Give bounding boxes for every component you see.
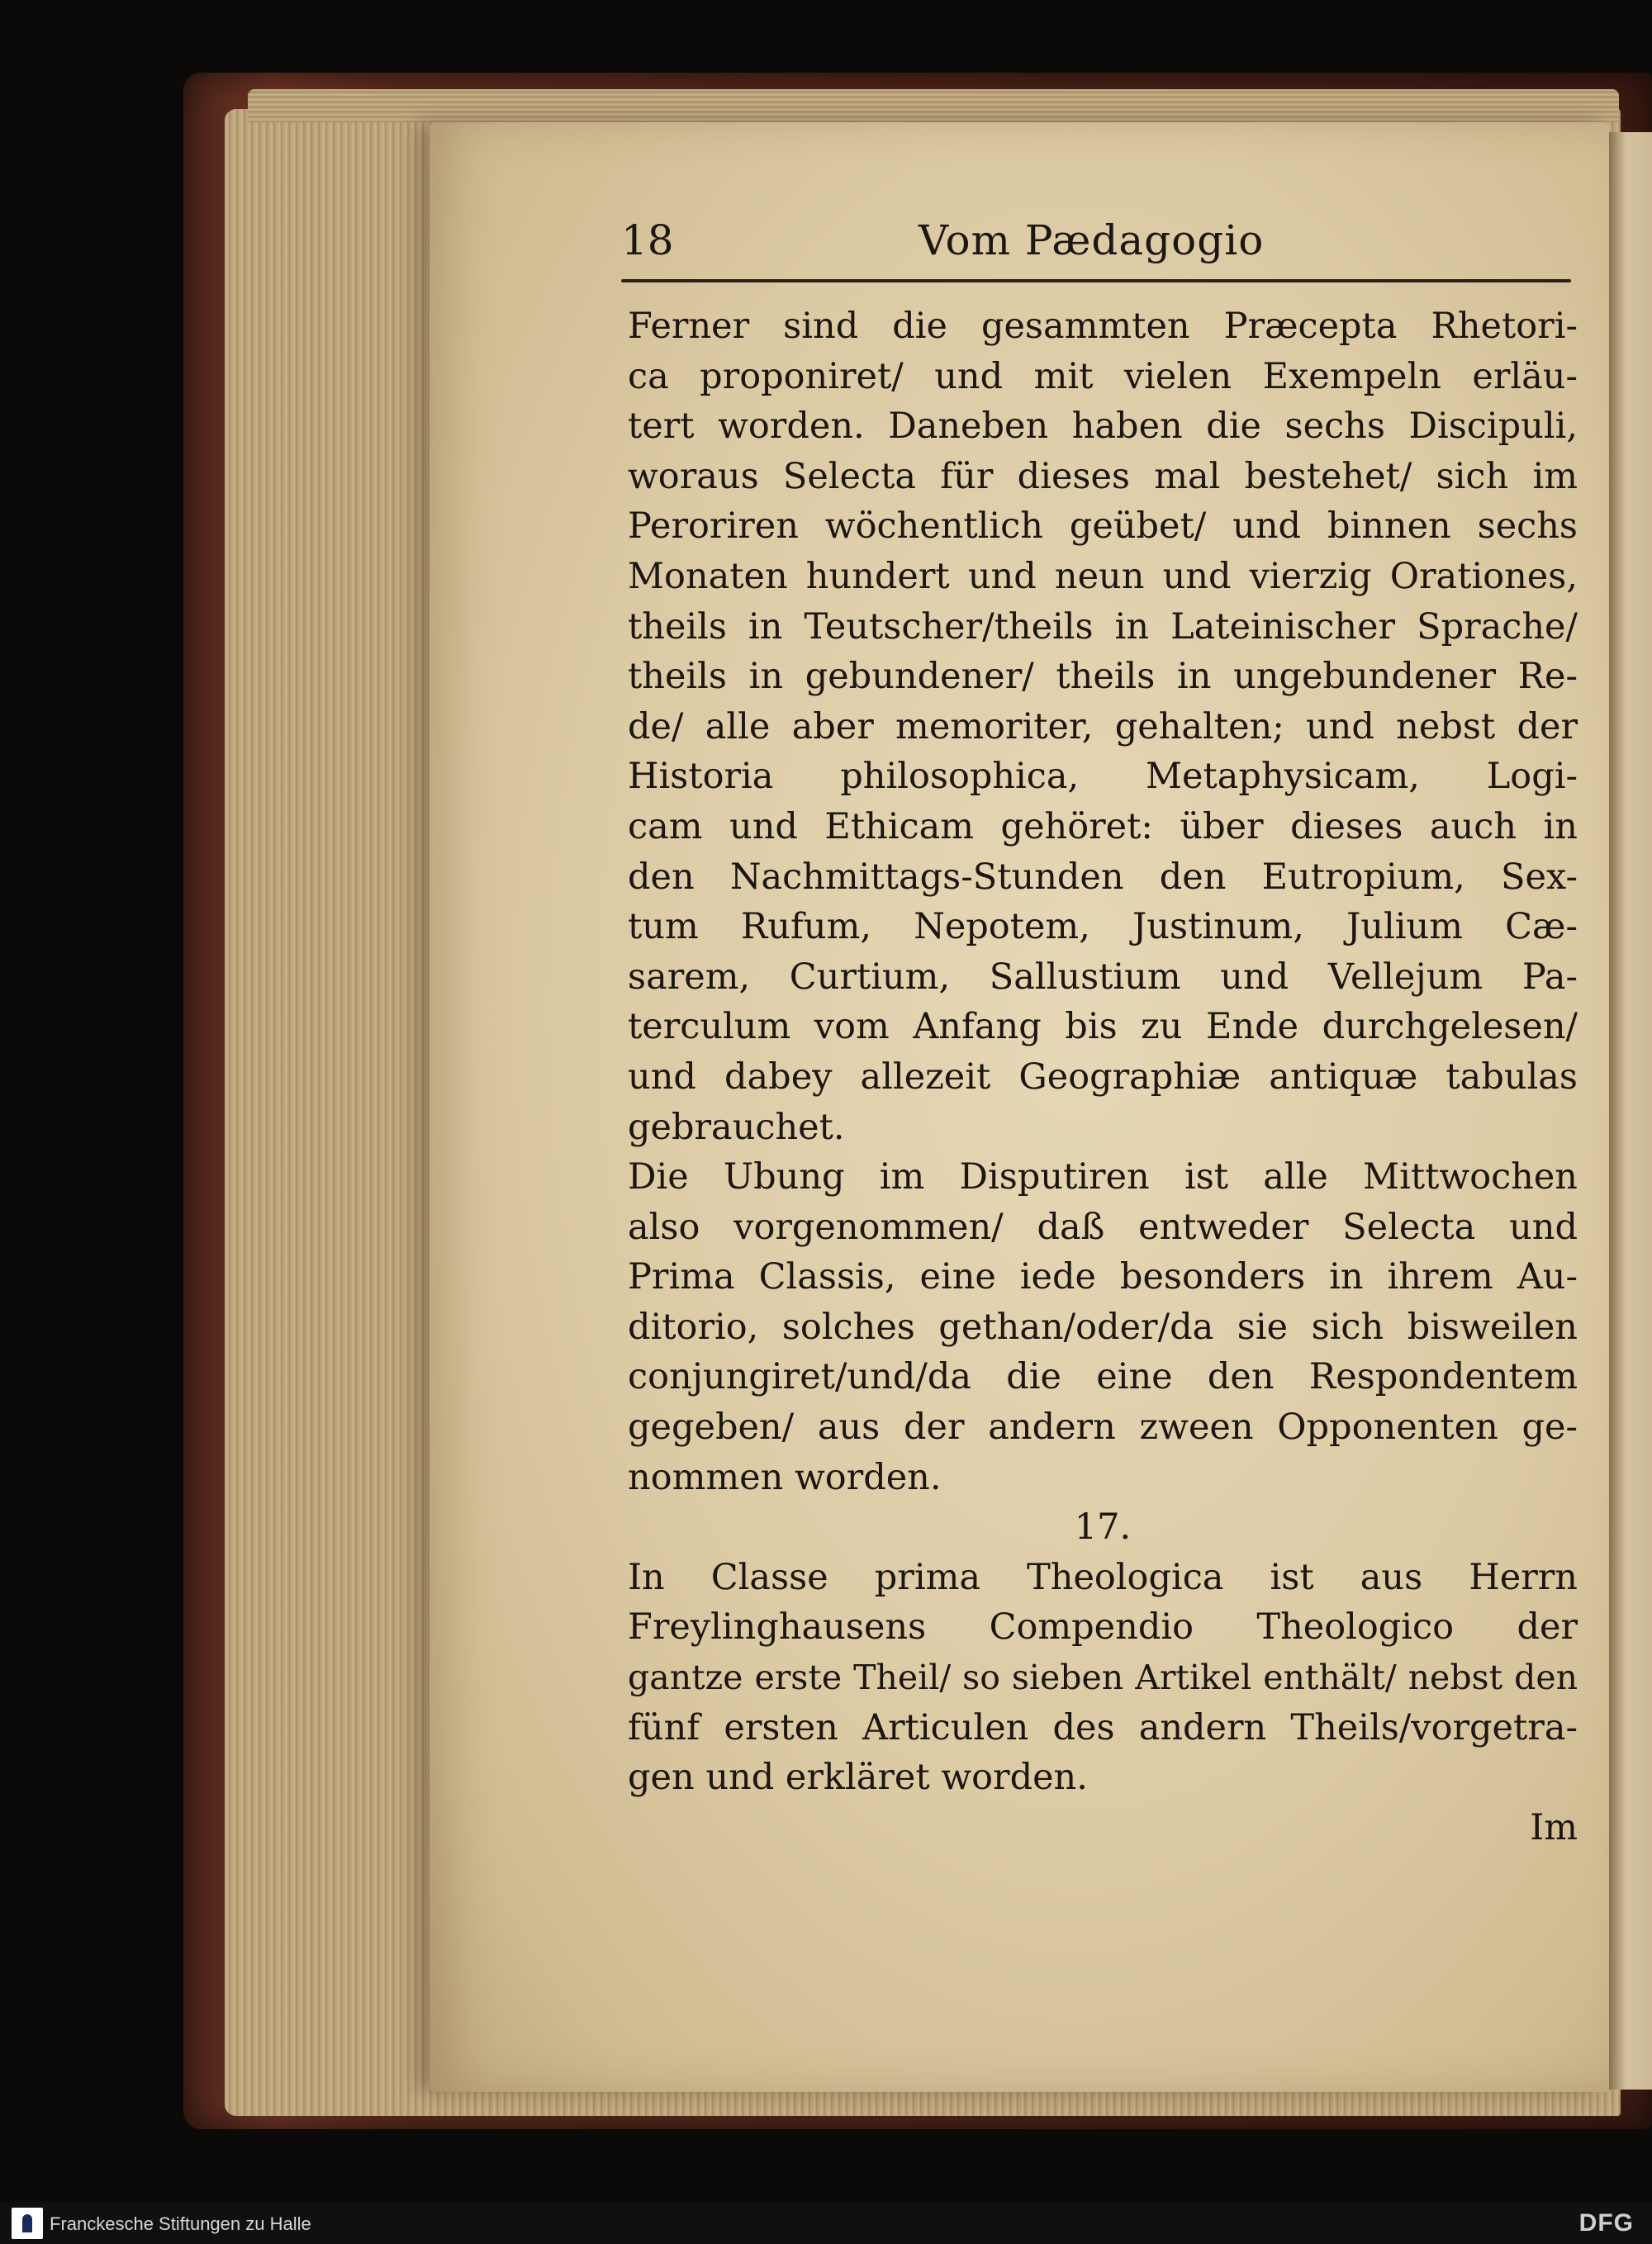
page-stack-top <box>248 89 1619 122</box>
text-line: terculum vom Anfang bis zu Ende durchgelesen/ <box>628 1006 1578 1048</box>
text-line: nommen worden. <box>628 1456 942 1498</box>
text-line: und dabey allezeit Geographiæ antiquæ tabulas <box>628 1056 1578 1098</box>
text-line: Freylinghausens Compendio Theologico der <box>628 1606 1578 1649</box>
text-line: In Classe prima Theologica ist aus Herrn <box>628 1556 1578 1598</box>
text-line: gen und erkläret worden. <box>628 1757 1088 1799</box>
text-line: Ferner sind die gesammten Præcepta Rhetori- <box>628 306 1578 347</box>
text-line: ca proponiret/ und mit vielen Exempeln erläu- <box>628 355 1578 397</box>
text-line: theils in gebundener/ theils in ungebundener Re- <box>628 656 1578 698</box>
catchword: Im <box>1530 1806 1578 1848</box>
header-rule <box>621 279 1571 282</box>
page-body <box>628 301 1578 1853</box>
text-line: gantze erste Theil/ so sieben Artikel enthält/ nebst den <box>628 1658 1578 1698</box>
footer-bar <box>0 2203 1652 2244</box>
text-line: gegeben/ aus der andern zween Opponenten ge- <box>628 1407 1578 1449</box>
institution-logo-icon <box>12 2208 43 2239</box>
text-line: gebrauchet. <box>628 1106 845 1148</box>
facing-page-edge <box>1609 132 1652 2090</box>
text-line: Monaten hundert und neun und vierzig Orationes, <box>628 555 1578 597</box>
funder-logo: DFG <box>1578 2209 1634 2237</box>
text-line: cam und Ethicam gehöret: über dieses auch in <box>628 805 1578 847</box>
text-line: den Nachmittags-Stunden den Eutropium, Sex- <box>628 856 1578 898</box>
text-line: Peroriren wöchentlich geübet/ und binnen sechs <box>628 505 1578 548</box>
running-head: Vom Pædagogio <box>919 216 1265 264</box>
text-line: ditorio, solches gethan/oder/da sie sich bisweilen <box>628 1306 1578 1348</box>
text-line: Prima Classis, eine iede besonders in ihrem Au- <box>628 1256 1578 1298</box>
text-line: de/ alle aber memoriter, gehalten; und nebst der <box>628 705 1578 747</box>
text-line: tum Rufum, Nepotem, Justinum, Julium Cæ- <box>628 906 1578 948</box>
text-line: also vorgenommen/ daß entweder Selecta und <box>628 1206 1578 1248</box>
text-line: woraus Selecta für dieses mal bestehet/ sich im <box>628 455 1578 497</box>
text-line: tert worden. Daneben haben die sechs Discipuli, <box>628 406 1578 448</box>
text-line: Historia philosophica, Metaphysicam, Logi- <box>628 756 1578 798</box>
page-header <box>621 216 1573 282</box>
text-line: fünf ersten Articulen des andern Theils/vorgetra- <box>628 1706 1578 1748</box>
text-line: Die Ubung im Disputiren ist alle Mittwochen <box>628 1156 1578 1198</box>
institution-name: Franckesche Stiftungen zu Halle <box>50 2213 311 2234</box>
section-number: 17. <box>1074 1506 1132 1549</box>
text-line: conjungiret/und/da die eine den Respondentem <box>628 1356 1578 1398</box>
page-number: 18 <box>621 216 674 264</box>
text-line: theils in Teutscher/theils in Lateinischer Sprache/ <box>628 605 1578 648</box>
text-line: sarem, Curtium, Sallustium und Vellejum Pa- <box>628 956 1578 998</box>
